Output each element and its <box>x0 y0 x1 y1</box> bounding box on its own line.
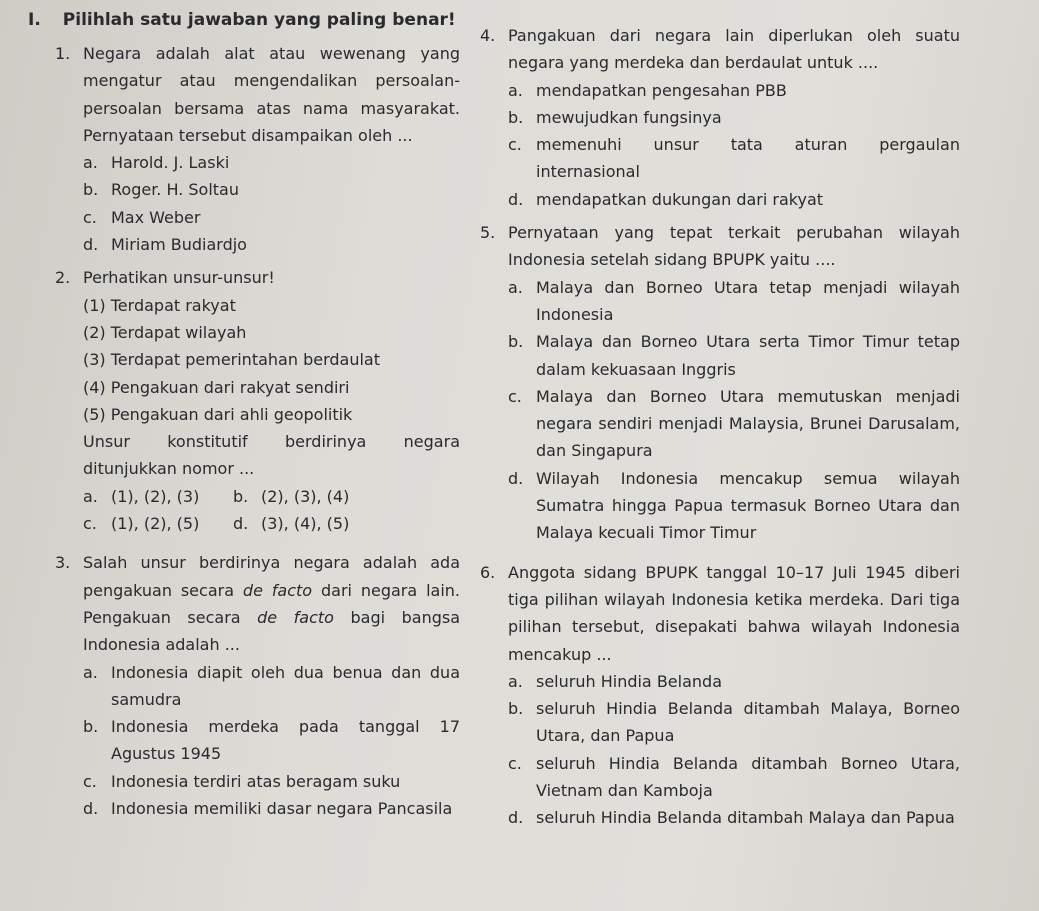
option-letter: c. <box>83 514 97 534</box>
right-column <box>480 22 960 832</box>
options <box>83 659 460 823</box>
option-text: Harold. J. Laski <box>111 153 230 173</box>
option-text: Malaya dan Borneo Utara memutuskan menjadi negara sendiri menjadi Malaysia, Brunei Darusalam, dan Singapura <box>536 386 960 461</box>
option-text: Miriam Budiardjo <box>111 235 247 255</box>
question-text: Pernyataan yang tepat terkait perubahan wilayah Indonesia setelah sidang BPUPK yaitu .... <box>508 223 960 270</box>
question-text: Negara adalah alat atau wewenang yang mengatur atau mengendalikan persoalan-persoalan bersama atas nama masyarakat. Pernyataan tersebut disampaikan oleh ... <box>83 44 460 145</box>
option-text: seluruh Hindia Belanda ditambah Borneo Utara, Vietnam dan Kamboja <box>536 753 960 801</box>
section-instruction: Pilihlah satu jawaban yang paling benar! <box>62 10 456 30</box>
option-text: Indonesia terdiri atas beragam suku <box>111 771 401 791</box>
question-1 <box>55 40 460 258</box>
option-text: mendapatkan dukungan dari rakyat <box>536 189 824 209</box>
option-c[interactable] <box>83 510 233 537</box>
option-text: seluruh Hindia Belanda <box>536 671 722 691</box>
option-text: Indonesia diapit oleh dua benua dan dua samudra <box>111 662 460 709</box>
option-d[interactable] <box>83 231 460 258</box>
option-letter: d. <box>508 468 524 488</box>
option-letter: a. <box>508 80 523 100</box>
option-text: Wilayah Indonesia mencakup semua wilayah Sumatra hingga Papua termasuk Borneo Utara dan Malaya kecuali Timor Timur <box>536 468 960 543</box>
left-column <box>55 40 460 822</box>
question-2 <box>55 264 460 537</box>
option-letter: c. <box>83 207 97 227</box>
option-letter: d. <box>508 189 524 209</box>
unit-item: (4) Pengakuan dari rakyat sendiri <box>83 377 350 397</box>
section-number: I. <box>28 10 41 30</box>
options <box>508 274 960 547</box>
unit-list <box>83 292 460 428</box>
option-text: seluruh Hindia Belanda ditambah Malaya dan Papua <box>536 808 955 828</box>
option-c[interactable] <box>508 383 960 465</box>
option-text: mendapatkan pengesahan PBB <box>536 80 787 100</box>
question-number: 2. <box>55 268 71 288</box>
option-a[interactable] <box>83 659 460 714</box>
unit-item: (2) Terdapat wilayah <box>83 322 247 342</box>
option-a[interactable] <box>83 149 460 176</box>
option-a[interactable] <box>508 668 960 695</box>
option-letter: b. <box>233 486 249 506</box>
question-followup: Unsur konstitutif berdirinya negara ditunjukkan nomor ... <box>83 432 460 479</box>
question-text: Perhatikan unsur-unsur! <box>83 268 275 288</box>
option-a[interactable] <box>83 483 233 510</box>
option-letter: a. <box>508 277 523 297</box>
option-text: Max Weber <box>111 207 201 227</box>
question-3 <box>55 549 460 822</box>
option-text: mewujudkan fungsinya <box>536 107 722 127</box>
option-letter: a. <box>83 153 98 173</box>
options <box>83 483 460 538</box>
option-letter: b. <box>508 699 524 719</box>
options <box>508 77 960 213</box>
option-c[interactable] <box>83 204 460 231</box>
option-letter: b. <box>508 332 524 352</box>
option-letter: c. <box>83 771 97 791</box>
option-text: Indonesia memiliki dasar negara Pancasila <box>111 799 453 819</box>
question-number: 1. <box>55 44 71 63</box>
question-5 <box>480 219 960 547</box>
option-c[interactable] <box>83 768 460 795</box>
option-letter: a. <box>83 486 98 506</box>
question-number: 6. <box>480 562 496 582</box>
option-text: (1), (2), (3) <box>111 486 200 506</box>
option-text: seluruh Hindia Belanda ditambah Malaya, Borneo Utara, dan Papua <box>536 699 960 746</box>
question-number: 4. <box>480 26 496 45</box>
unit-item: (1) Terdapat rakyat <box>83 295 236 315</box>
option-letter: d. <box>233 514 249 534</box>
option-text: Indonesia merdeka pada tanggal 17 Agustus 1945 <box>111 717 460 764</box>
option-letter: c. <box>508 386 522 406</box>
option-d[interactable] <box>233 510 413 537</box>
option-text: (1), (2), (5) <box>111 514 200 534</box>
unit-item: (5) Pengakuan dari ahli geopolitik <box>83 404 353 424</box>
option-d[interactable] <box>508 804 960 831</box>
option-letter: a. <box>508 671 523 691</box>
question-text: Salah unsur berdirinya negara adalah ada pengakuan secara de facto dari negara lain. Pengakuan secara de facto bagi bangsa Indonesia adalah ... <box>83 553 461 655</box>
question-number: 5. <box>480 223 496 243</box>
option-letter: c. <box>508 753 522 773</box>
option-letter: d. <box>83 235 99 255</box>
option-c[interactable] <box>508 750 960 805</box>
option-text: (2), (3), (4) <box>261 486 350 506</box>
option-letter: b. <box>508 107 524 127</box>
options <box>508 668 960 832</box>
option-text: Roger. H. Soltau <box>111 180 239 200</box>
option-letter: d. <box>508 808 524 828</box>
option-b[interactable] <box>508 695 960 750</box>
option-letter: c. <box>508 135 522 155</box>
option-text: memenuhi unsur tata aturan pergaulan internasional <box>536 135 960 182</box>
option-letter: b. <box>83 180 99 200</box>
section-heading <box>28 10 456 30</box>
option-b[interactable] <box>83 176 460 203</box>
question-6 <box>480 559 960 832</box>
option-d[interactable] <box>508 465 960 547</box>
option-b[interactable] <box>508 104 960 131</box>
question-number: 3. <box>55 553 71 573</box>
option-text: Malaya dan Borneo Utara serta Timor Timur tetap dalam kekuasaan Inggris <box>536 332 960 379</box>
option-text: (3), (4), (5) <box>261 514 350 534</box>
unit-item: (3) Terdapat pemerintahan berdaulat <box>83 350 380 370</box>
question-text: Anggota sidang BPUPK tanggal 10–17 Juli 1945 diberi tiga pilihan wilayah Indonesia ketika merdeka. Dari tiga pilihan tersebut, disepakati bahwa wilayah Indonesia mencakup ... <box>508 562 960 664</box>
option-b[interactable] <box>83 713 460 768</box>
option-c[interactable] <box>508 131 960 186</box>
option-b[interactable] <box>233 483 413 510</box>
question-4 <box>480 22 960 213</box>
options <box>83 149 460 258</box>
option-letter: d. <box>83 799 99 819</box>
option-d[interactable] <box>508 186 960 213</box>
question-text: Pangakuan dari negara lain diperlukan oleh suatu negara yang merdeka dan berdaulat untuk .... <box>508 26 960 73</box>
option-letter: a. <box>83 662 98 682</box>
option-b[interactable] <box>508 328 960 383</box>
option-a[interactable] <box>508 274 960 329</box>
option-a[interactable] <box>508 77 960 104</box>
option-letter: b. <box>83 717 99 737</box>
option-text: Malaya dan Borneo Utara tetap menjadi wilayah Indonesia <box>536 277 960 324</box>
option-d[interactable] <box>83 795 460 822</box>
